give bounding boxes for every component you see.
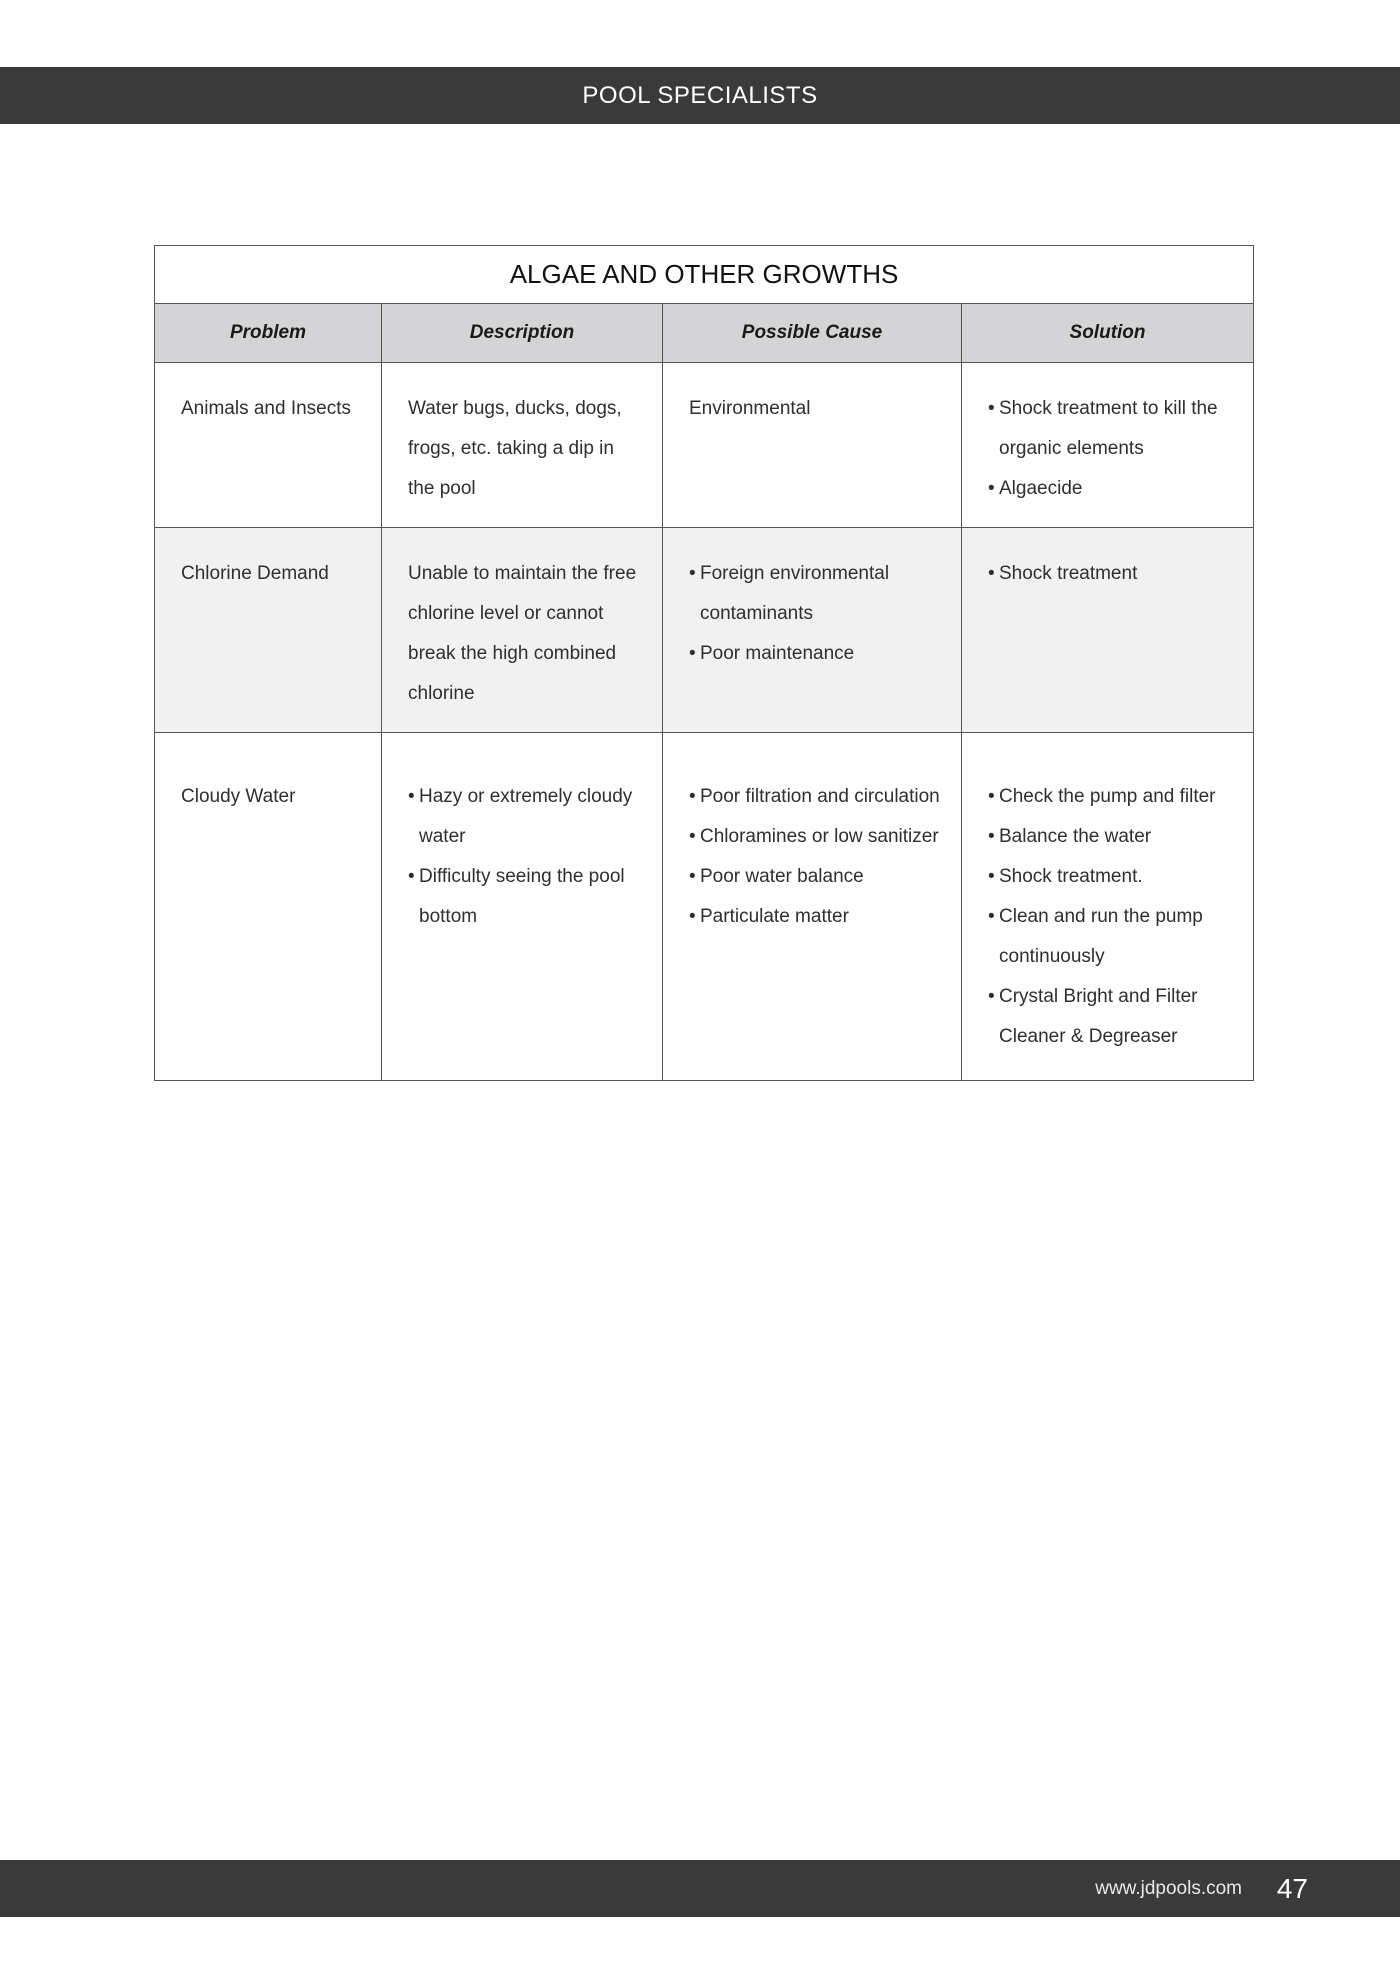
description-item: • Difficulty seeing the pool bottom [408,857,642,937]
page-footer-band [0,1860,1400,1917]
solution-list [988,389,1233,509]
cause-cell [663,363,962,528]
column-header-description: Description [382,304,663,363]
algae-growths-table [154,245,1254,1081]
solution-item: • Clean and run the pump continuously [988,897,1233,977]
header-title: POOL SPECIALISTS [582,82,818,109]
solution-item: • Crystal Bright and Filter Cleaner & Degreaser [988,977,1233,1057]
page-number: 47 [1276,1873,1308,1904]
table-row [155,528,1254,733]
cause-item: • Poor filtration and circulation [689,777,941,817]
solution-item: • Shock treatment [988,554,1233,594]
cause-item: • Poor maintenance [689,634,941,674]
description-cell: Water bugs, ducks, dogs, frogs, etc. taking a dip in the pool [382,363,663,528]
cause-item: • Chloramines or low sanitizer [689,817,941,857]
description-cell [382,733,663,1081]
cause-list [689,777,941,937]
solution-cell [962,528,1254,733]
solution-item: • Algaecide [988,469,1233,509]
cause-cell [663,733,962,1081]
problem-cell: Animals and Insects [155,363,382,528]
column-header-solution: Solution [962,304,1254,363]
solution-cell [962,733,1254,1081]
solution-item: • Balance the water [988,817,1233,857]
solution-item: • Shock treatment to kill the organic elements [988,389,1233,469]
problem-cell: Chlorine Demand [155,528,382,733]
cause-cell [663,528,962,733]
solution-list [988,554,1233,594]
column-header-possible-cause: Possible Cause [663,304,962,363]
table-row [155,363,1254,528]
cause-text: Environmental [689,398,811,419]
solution-item: • Shock treatment. [988,857,1233,897]
footer-website-link[interactable]: www.jdpools.com [1095,1878,1242,1899]
solution-list [988,777,1233,1057]
table-title: ALGAE AND OTHER GROWTHS [155,246,1254,304]
description-item: • Hazy or extremely cloudy water [408,777,642,857]
problem-cell: Cloudy Water [155,733,382,1081]
solution-item: • Check the pump and filter [988,777,1233,817]
cause-item: • Foreign environmental contaminants [689,554,941,634]
page-header-band [0,67,1400,124]
column-header-problem: Problem [155,304,382,363]
cause-item: • Poor water balance [689,857,941,897]
table-row [155,733,1254,1081]
description-list [408,777,642,937]
cause-item: • Particulate matter [689,897,941,937]
cause-list [689,554,941,674]
description-cell: Unable to maintain the free chlorine level or cannot break the high combined chlorine [382,528,663,733]
solution-cell [962,363,1254,528]
